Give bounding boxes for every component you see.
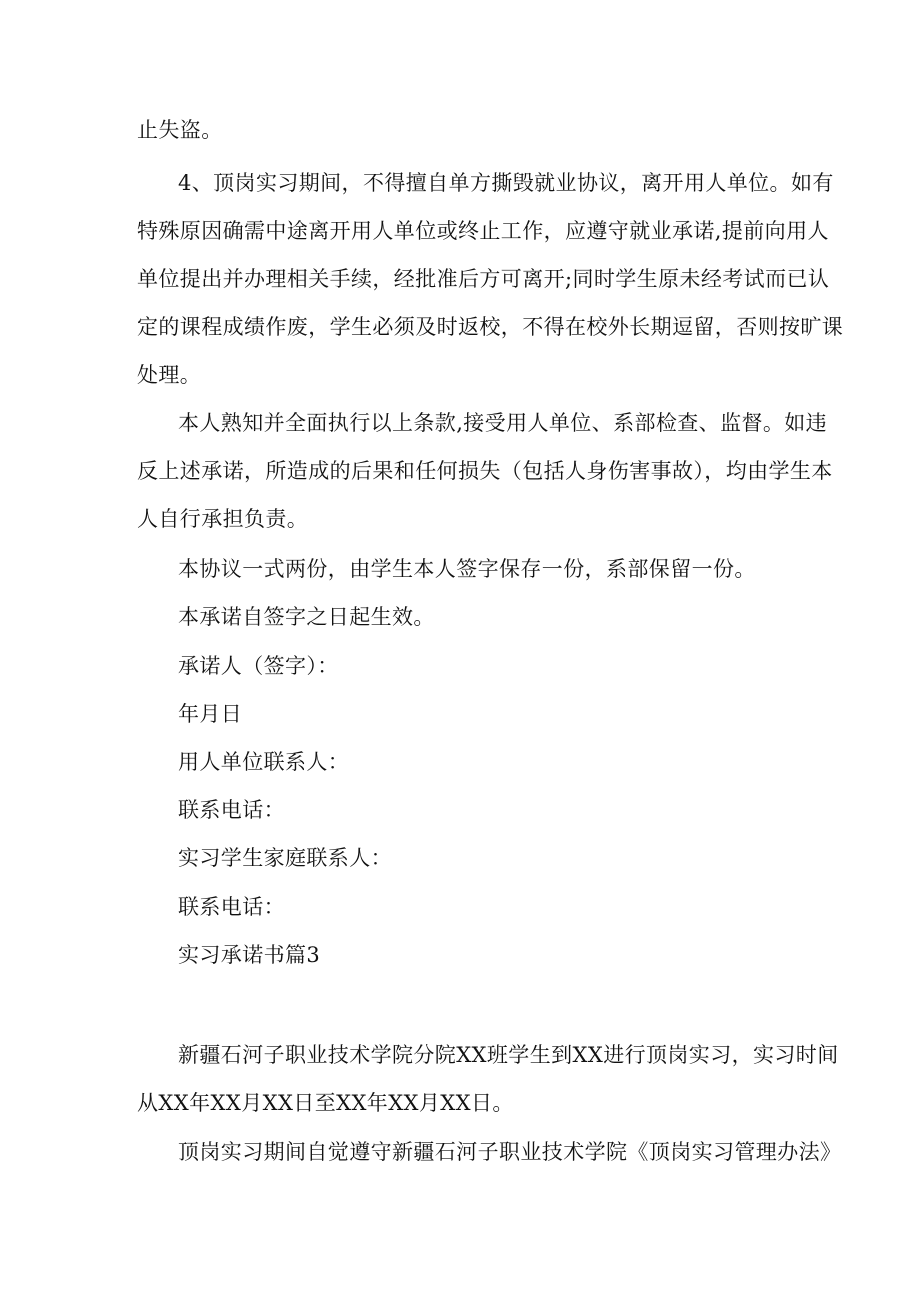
- date-label: 年月日: [178, 702, 243, 726]
- family-contact-label: 实习学生家庭联系人：: [178, 846, 392, 870]
- paragraph-line: 人自行承担负责。: [137, 507, 309, 531]
- phone-label: 联系电话：: [178, 895, 285, 919]
- paragraph-line: 反上述承诺，所造成的后果和任何损失（包括人身伤害事故），均由学生本: [137, 459, 833, 483]
- phone-label: 联系电话：: [178, 798, 285, 822]
- paragraph-line: 止失盗。: [137, 118, 223, 142]
- paragraph-line: 本承诺自签字之日起生效。: [178, 605, 435, 629]
- paragraph-line: 顶岗实习期间自觉遵守新疆石河子职业技术学院《顶岗实习管理办法》: [178, 1140, 842, 1164]
- paragraph-line: 从XX年XX月XX日至XX年XX月XX日。: [137, 1091, 514, 1115]
- employer-contact-label: 用人单位联系人：: [178, 750, 350, 774]
- signature-label: 承诺人（签字）：: [178, 654, 339, 678]
- paragraph-line: 定的课程成绩作废，学生必须及时返校，不得在校外长期逗留，否则按旷课: [137, 315, 844, 339]
- paragraph-line: 本协议一式两份，由学生本人签字保存一份，系部保留一份。: [178, 557, 756, 581]
- section-heading: 实习承诺书篇3: [178, 943, 321, 967]
- paragraph-line: 特殊原因确需中途离开用人单位或终止工作，应遵守就业承诺,提前向用人: [137, 219, 829, 243]
- paragraph-line: 处理。: [137, 363, 202, 387]
- paragraph-line: 单位提出并办理相关手续，经批准后方可离开;同时学生原未经考试而已认: [137, 267, 830, 291]
- paragraph-line: 本人熟知并全面执行以上条款,接受用人单位、系部检查、监督。如违: [178, 411, 828, 435]
- paragraph-line: 4、顶岗实习期间，不得擅自单方撕毁就业协议，离开用人单位。如有: [178, 171, 834, 195]
- paragraph-line: 新疆石河子职业技术学院分院XX班学生到XX进行顶岗实习，实习时间: [178, 1043, 839, 1067]
